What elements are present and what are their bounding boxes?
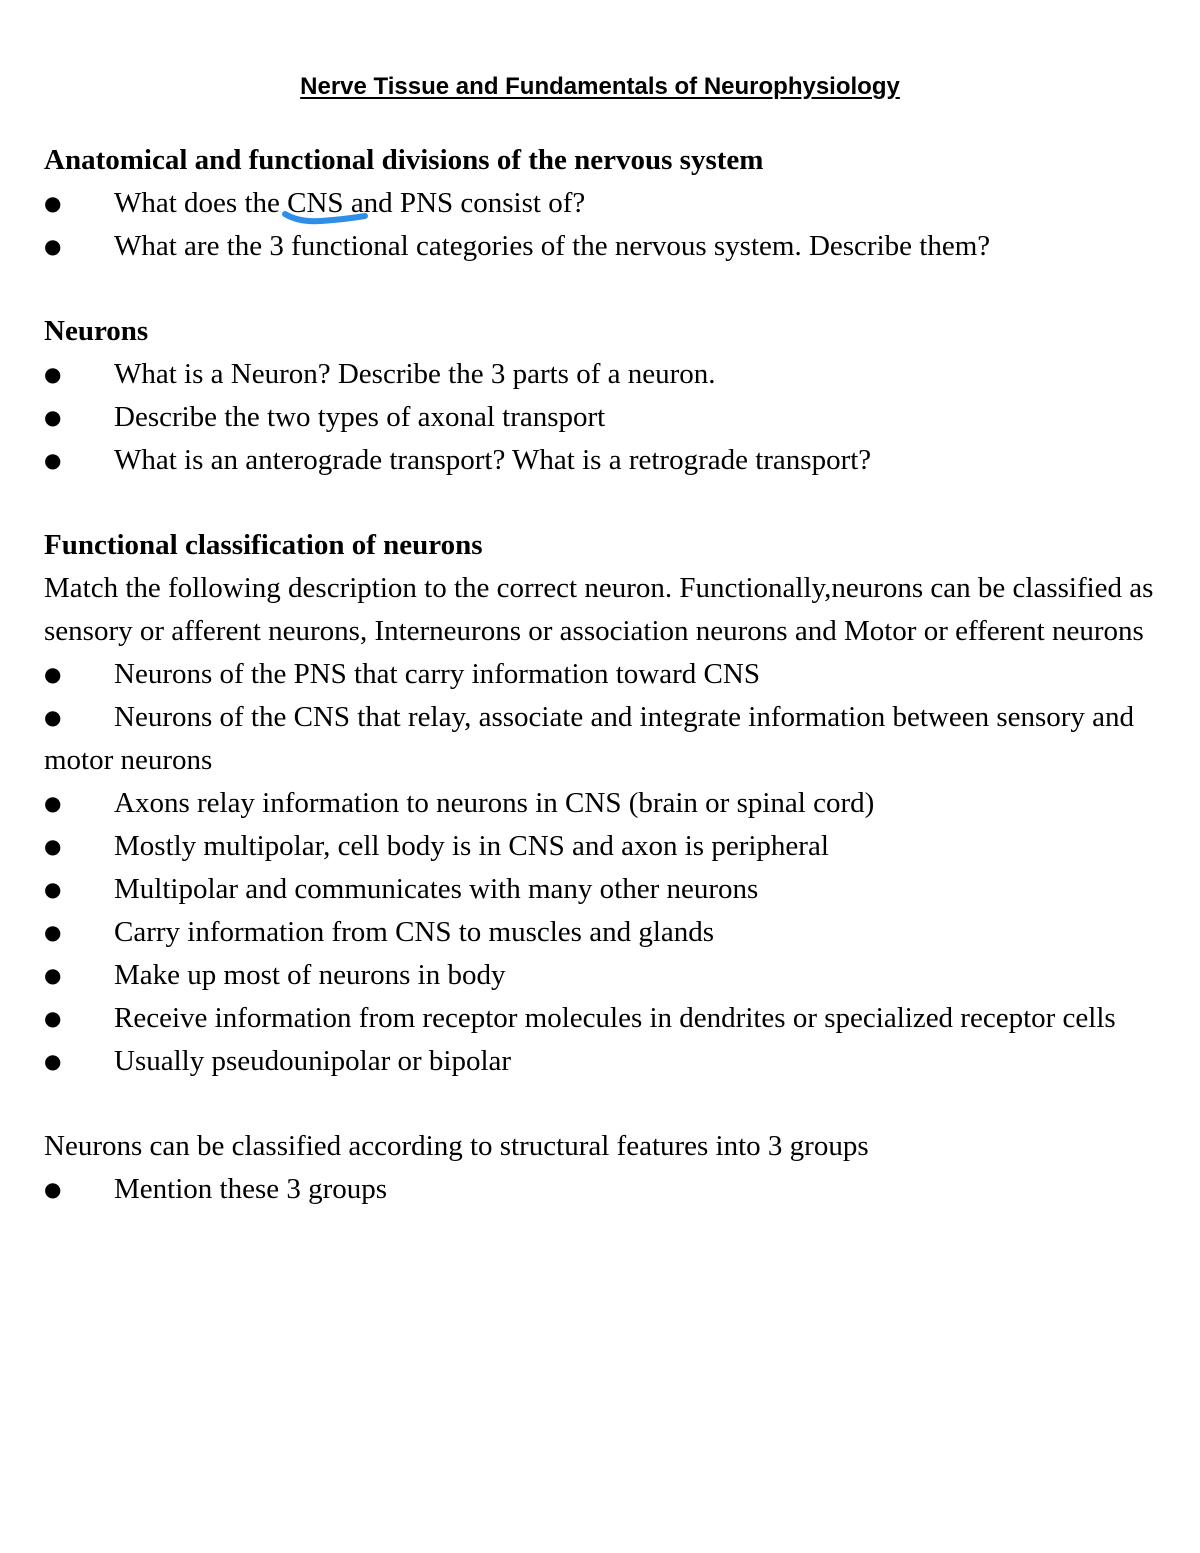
bullet-item: [44, 911, 1154, 954]
bullet-item: [44, 1168, 1154, 1211]
bullet-text: and PNS consist of?: [343, 187, 586, 219]
section-intro-structural: Neurons can be classified according to structural features into 3 groups: [44, 1130, 869, 1162]
bullet-item: [44, 225, 1154, 268]
bullet-dot-icon: ●: [44, 405, 62, 429]
bullet-text: What is a Neuron? Describe the 3 parts of a neuron.: [114, 358, 716, 390]
bullet-dot-icon: ●: [44, 834, 62, 858]
section-heading-anatomical: Anatomical and functional divisions of the nervous system: [44, 144, 764, 176]
bullet-dot-icon: ●: [44, 1177, 62, 1201]
highlighted-term: [287, 182, 343, 225]
bullet-dot-icon: ●: [44, 1049, 62, 1073]
bullet-dot-icon: ●: [44, 705, 62, 729]
bullet-dot-icon: ●: [44, 877, 62, 901]
bullet-item: [44, 954, 1154, 997]
spacer: [44, 482, 1154, 524]
bullet-item: [44, 396, 1154, 439]
bullet-text: What are the 3 functional categories of the nervous system. Describe them?: [114, 230, 991, 262]
bullet-text: What is an anterograde transport? What is a retrograde transport?: [114, 444, 872, 476]
bullet-dot-icon: ●: [44, 662, 62, 686]
bullet-text: Usually pseudounipolar or bipolar: [114, 1045, 512, 1077]
bullet-text: Neurons of the PNS that carry information toward CNS: [114, 658, 760, 690]
bullet-text: Receive information from receptor molecules in dendrites or specialized receptor cells: [114, 1002, 1116, 1034]
bullet-item: [44, 782, 1154, 825]
bullet-text: Neurons of the CNS that relay, associate and integrate information between sensory and motor neurons: [44, 701, 1135, 776]
highlighted-term-text: CNS: [287, 187, 344, 219]
bullet-text: Axons relay information to neurons in CNS (brain or spinal cord): [114, 787, 875, 819]
spacer: [44, 1083, 1154, 1125]
bullet-text: Make up most of neurons in body: [114, 959, 506, 991]
bullet-item: [44, 696, 1154, 782]
bullet-text: Mention these 3 groups: [114, 1173, 388, 1205]
bullet-item: [44, 439, 1154, 482]
bullet-item: [44, 997, 1154, 1040]
bullet-dot-icon: ●: [44, 191, 62, 215]
bullet-item: [44, 825, 1154, 868]
bullet-text: What does the: [114, 187, 288, 219]
bullet-dot-icon: ●: [44, 362, 62, 386]
bullet-text: Multipolar and communicates with many other neurons: [114, 873, 759, 905]
section-intro: Match the following description to the correct neuron. Functionally,neurons can be classified as sensory or afferent neurons, Interneurons or association neurons and Motor or efferent neurons: [44, 572, 1154, 647]
bullet-dot-icon: ●: [44, 234, 62, 258]
bullet-dot-icon: ●: [44, 448, 62, 472]
section-heading-functional: Functional classification of neurons: [44, 529, 483, 561]
bullet-item: [44, 353, 1154, 396]
bullet-dot-icon: ●: [44, 963, 62, 987]
bullet-item: [44, 653, 1154, 696]
bullet-text: Carry information from CNS to muscles and glands: [114, 916, 715, 948]
bullet-text: Describe the two types of axonal transport: [114, 401, 606, 433]
bullet-dot-icon: ●: [44, 1006, 62, 1030]
bullet-item: [44, 868, 1154, 911]
bullet-dot-icon: ●: [44, 791, 62, 815]
bullet-text: Mostly multipolar, cell body is in CNS and axon is peripheral: [114, 830, 829, 862]
spacer: [44, 268, 1154, 310]
pen-underline-mark: [281, 206, 371, 226]
bullet-item: [44, 1040, 1154, 1083]
bullet-item: [44, 182, 1154, 225]
bullet-dot-icon: ●: [44, 920, 62, 944]
section-heading-neurons: Neurons: [44, 315, 149, 347]
document-body: [44, 139, 1154, 1211]
document-title: Nerve Tissue and Fundamentals of Neurophysiology: [300, 73, 900, 100]
